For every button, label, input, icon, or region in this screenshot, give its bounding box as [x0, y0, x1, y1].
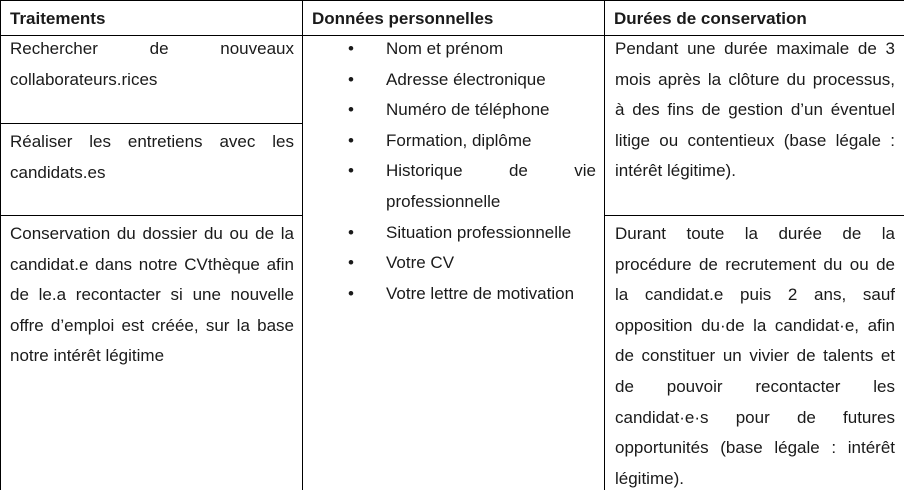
list-item: • Adresse électronique [303, 65, 604, 96]
header-durees-conservation: Durées de conservation [614, 9, 807, 28]
traitement-entretiens: Réaliser les entretiens avec les candidats.es [10, 132, 294, 182]
list-item: • Votre CV [303, 248, 604, 279]
row2-bottom-border-col1 [0, 215, 302, 216]
traitement-recherche: Rechercher de nouveaux collaborateurs.rices [10, 39, 294, 89]
list-item: • Historique de vie professionnelle [303, 156, 604, 217]
list-item: • Situation professionnelle [303, 218, 604, 249]
traitement-cvtheque: Conservation du dossier du ou de la candidat.e dans notre CVthèque afin de le.a recontacter si une nouvelle offre d’emploi est créée, sur la base notre intérêt légitime [10, 224, 294, 366]
list-item: • Nom et prénom [303, 34, 604, 65]
duree-recrutement: Pendant une durée maximale de 3 mois après la clôture du processus, à des fins de gestion d’un éventuel litige ou contentieux (base légale : intérêt légitime). [615, 39, 895, 181]
list-item: • Numéro de téléphone [303, 95, 604, 126]
table-top-border [0, 0, 904, 1]
donnees-list [303, 34, 604, 309]
header-traitements: Traitements [10, 9, 106, 28]
header-donnees-personnelles: Données personnelles [312, 9, 494, 28]
duree-vivier: Durant toute la durée de la procédure de recrutement du ou de la candidat.e puis 2 ans, sauf opposition du·de la candidat·e, afin de constituer un vivier de talents et de pouvoir recontacter les candidat·e·s pour de futures opportunités (base légale : intérêt légitime). [615, 224, 895, 488]
row1-bottom-border-col1 [0, 123, 302, 124]
row-divider-col3 [604, 215, 904, 216]
list-item: • Formation, diplôme [303, 126, 604, 157]
donnees-list-cell [303, 34, 604, 309]
list-item: • Votre lettre de motivation [303, 279, 604, 310]
